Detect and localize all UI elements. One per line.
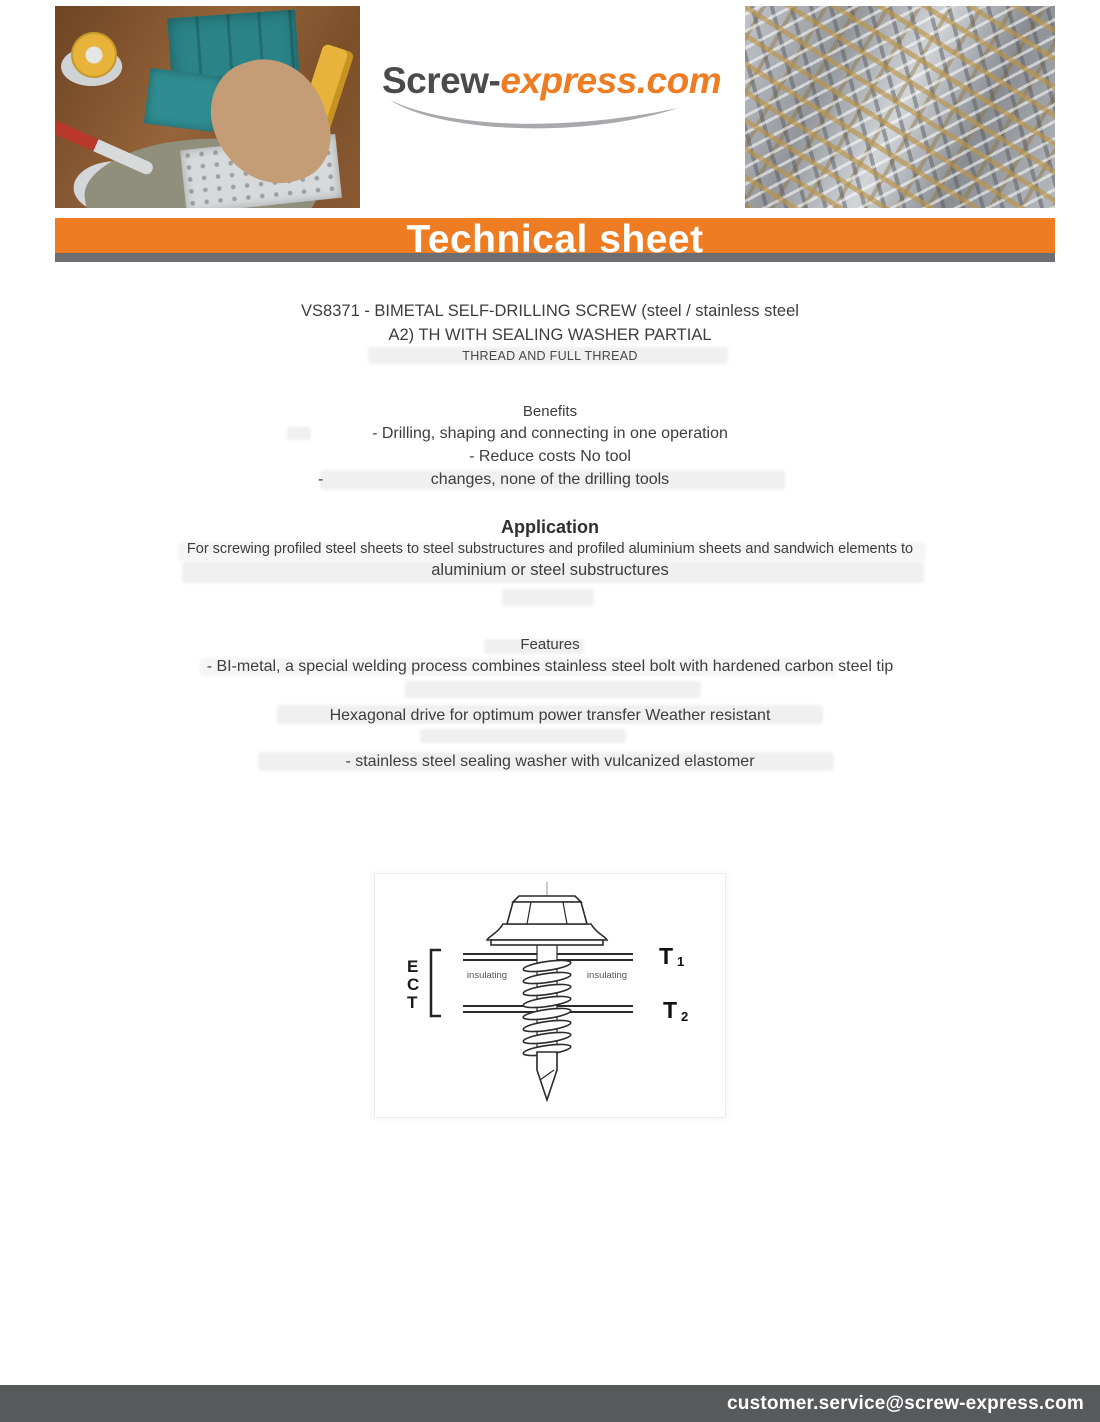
benefit-item: - Reduce costs No tool: [469, 448, 631, 465]
sheet-body: [0, 271, 1100, 1118]
benefit-item: - Drilling, shaping and connecting in one operation: [372, 425, 728, 442]
application-line1: For screwing profiled steel sheets to steel substructures and profiled aluminium sheets and sandwich elements to: [186, 541, 914, 557]
logo-text-screw: Screw-: [382, 60, 501, 101]
organizer-box2-shape: [144, 68, 222, 132]
benefit-item: [0, 468, 1100, 491]
screw-drawing: [487, 896, 607, 1100]
head-cap: [513, 896, 581, 902]
t1-label: T: [659, 943, 674, 969]
feature-item: - BI-metal, a special welding process combines stainless steel bolt with hardened carbon steel tip: [206, 658, 894, 675]
logo-text: [382, 60, 722, 102]
screw-diagram: [375, 874, 725, 1117]
product-title-line1: VS8371 - BIMETAL SELF-DRILLING SCREW (steel / stainless steel: [301, 302, 799, 320]
product-subtitle: THREAD AND FULL THREAD: [462, 349, 638, 363]
ect-label-t: T: [407, 993, 418, 1012]
benefit-item-text: changes, none of the drilling tools: [430, 471, 670, 488]
customer-service-email[interactable]: customer.service@screw-express.com: [727, 1393, 1084, 1414]
features-heading: Features: [520, 636, 580, 653]
t2-sub: 2: [681, 1009, 689, 1024]
insulating-label-left: insulating: [466, 970, 508, 981]
logo: [382, 60, 722, 138]
sealing-washer: [487, 924, 607, 940]
logo-text-express: express.com: [500, 60, 722, 101]
application-line2: aluminium or steel substructures: [431, 561, 669, 579]
application-heading: Application: [501, 517, 599, 537]
ect-label-c: C: [407, 975, 420, 994]
product-title: [0, 299, 1100, 347]
elastomer-ring: [491, 940, 603, 945]
insulating-label-right: insulating: [586, 970, 628, 981]
t1-sub: 1: [677, 954, 685, 969]
ect-bracket: [431, 950, 441, 1016]
benefit-item-dash: -: [318, 471, 324, 488]
product-title-line2: A2) TH WITH SEALING WASHER PARTIAL: [388, 326, 712, 344]
screw-diagram-box: [374, 873, 726, 1118]
workbench-photo: [55, 6, 360, 208]
hex-head: [507, 902, 587, 924]
banner-title: Technical sheet: [406, 218, 704, 261]
footer: [0, 1385, 1100, 1422]
feature-item: - stainless steel sealing washer with vulcanized elastomer: [345, 753, 755, 770]
screws-photo: [745, 6, 1055, 208]
feature-item: Hexagonal drive for optimum power transfer Weather resistant: [329, 707, 771, 724]
drill-tip: [537, 1052, 557, 1100]
ect-label-e: E: [407, 957, 419, 976]
tape-measure-shape: [71, 32, 117, 78]
banner: [55, 218, 1055, 262]
t2-label: T: [663, 997, 678, 1023]
logo-swoosh: [384, 96, 694, 138]
benefits-heading: Benefits: [522, 403, 578, 420]
